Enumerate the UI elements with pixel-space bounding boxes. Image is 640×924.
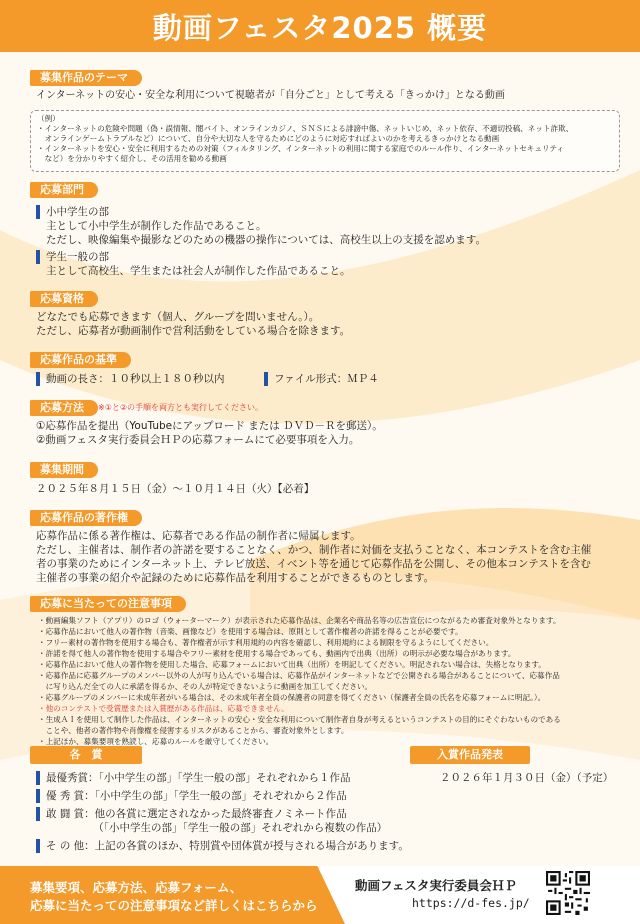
method-line: ②動画フェスタ実行委員会ＨＰの応募フォームにて必要事項を入力。	[36, 434, 360, 446]
section-label-announcement: 入賞作品発表	[410, 746, 530, 764]
section-label-theme: 募集作品のテーマ	[30, 70, 142, 86]
award-item: 最優秀賞：「小中学生の部」「学生一般の部」それぞれから１作品	[36, 771, 351, 785]
criteria-format: ファイル形式：ＭＰ４	[264, 372, 379, 386]
section-label-division: 応募部門	[30, 182, 98, 198]
section-label-criteria: 応募作品の基準	[30, 352, 131, 368]
footer-line: 募集要項、応募方法、応募フォーム、	[30, 880, 243, 895]
note-line: ・他のコンテストで受賞歴または入賞歴がある作品は、応募できません。	[38, 704, 289, 713]
copyright-line: ただし、主催者は、制作者の許諾を要することなく、かつ、制作者に対価を支払うことなく、本コンテストを含む主催	[36, 544, 592, 556]
section-label-notes: 応募に当たっての注意事項	[30, 596, 186, 612]
eligibility-line: どなたでも応募できます（個人、グループを問いません。）。	[36, 311, 320, 323]
note-line: ・動画編集ソフト（アプリ）のロゴ（ウォーターマーク）が表示された応募作品は、企業名や商品名等の広告宣伝につながるため審査対象外となります。	[38, 616, 561, 625]
qr-code-icon[interactable]	[546, 871, 590, 915]
copyright-line: 主催者の事業の紹介や記録のために応募作品を利用することができるものとします。	[36, 572, 435, 584]
note-line: ・応募グループのメンバーに未成年者がいる場合は、その未成年者全員の保護者の同意を得てください（保護者全員の氏名を応募フォームに明記。）。	[38, 693, 546, 702]
site-url-link[interactable]: https://d-fes.jp/	[412, 896, 530, 910]
award-item: 敢 闘 賞：他の各賞に選定されなかった最終審査ノミネート作品	[36, 807, 347, 821]
note-line: ことや、他者の著作物や肖像権を侵害するリスクがあることから、審査対象外とします。	[38, 726, 349, 735]
example-line: オンラインゲームトラブルなど）について、自分や大切な人を守るためにどのように対応すればよいのかを考えるきっかけとなる動画	[37, 134, 500, 143]
note-line: ・応募作品において他人の著作物を使用した場合、応募フォームにおいて出典（出所）を明記してください。明記されない場合は、失格となります。	[38, 660, 546, 669]
division-junior-title: 小中学生の部	[36, 205, 109, 219]
section-label-method: 応募方法	[30, 400, 98, 416]
eligibility-line: ただし、応募者が動画制作で営利活動をしている場合を除きます。	[36, 325, 351, 337]
example-line: ・インターネットを安心・安全に利用するための対策（フィルタリング、インターネットの利用に関する家庭でのルール作り、インターネットセキュリティ	[37, 144, 564, 153]
org-name: 動画フェスタ実行委員会ＨＰ	[355, 878, 517, 893]
note-line: ・生成ＡＩを使用して制作した作品は、インターネットの安心・安全な利用について制作者自身が考えるというコンテストの目的にそぐわないものである	[38, 715, 561, 724]
footer-line: 応募に当たっての注意事項など詳しくはこちらから	[30, 898, 318, 913]
note-line: ・フリー素材の著作物を使用する場合も、著作権者が示す利用規約の内容を確認し、利用規約による制限を守るようにしてください。	[38, 638, 494, 647]
theme-text: インターネットの安心・安全な利用について視聴者が「自分ごと」として考える「きっかけ」となる動画	[36, 90, 505, 101]
method-line: ①応募作品を提出（YouTubeにアップロード または ＤＶＤ－Ｒを郵送）。	[36, 420, 383, 432]
note-line: に写り込んだ全ての人に承諾を得るか、その人が特定できないように動画を加工してください。	[38, 682, 373, 691]
page-title: 動画フェスタ2025 概要	[152, 10, 488, 45]
award-item: そ の 他：上記の各賞のほか、特別賞や団体賞が授与される場合があります。	[36, 839, 409, 853]
award-item: 優 秀 賞：「小中学生の部」「学生一般の部」それぞれから２作品	[36, 789, 347, 803]
header-banner	[0, 0, 640, 52]
division-general-title: 学生一般の部	[36, 250, 109, 264]
method-note: ※①と②の手順を両方とも実行してください。	[98, 403, 264, 412]
copyright-line: 者の事業のためにインターネット上、テレビ放送、イベント等を通じて応募作品を公開し、その他本コンテストを含む	[36, 558, 591, 570]
footer	[0, 866, 640, 924]
section-label-eligibility: 応募資格	[30, 291, 98, 307]
example-line: ・インターネットの危険や問題（偽・誤情報、闇バイト、オンラインカジノ、ＳＮＳによる誹謗中傷、ネットいじめ、ネット依存、不適切投稿、ネット詐欺、	[37, 124, 574, 133]
note-line: ・応募作品において他人の著作物（音楽、画像など）を使用する場合は、原則として著作権者の許諾を得ることが必要です。	[38, 627, 463, 636]
copyright-line: 応募作品に係る著作権は、応募者である作品の制作者に帰属します。	[36, 530, 361, 542]
example-box	[30, 110, 620, 172]
announcement-date: ２０２６年１月３０日（金）（予定）	[440, 772, 614, 784]
division-junior-line: ただし、映像編集や撮影などのための機器の操作については、高校生以上の支援を認めます。	[46, 234, 486, 246]
note-line: ・許諾を得て他人の著作物を使用する場合やフリー素材を使用する場合であっても、動画内で出典（出所）の明示が必要な場合があります。	[38, 649, 516, 658]
note-line: ・応募作品に応募グループのメンバー以外の人が写り込んでいる場合は、応募作品がインターネットなどで公開される場合があることについて、応募作品	[38, 671, 560, 680]
criteria-length: 動画の長さ：１０秒以上１８０秒以内	[36, 372, 225, 386]
division-junior-line: 主として小中学生が制作した作品であること。	[46, 220, 267, 232]
section-label-period: 募集期間	[30, 462, 98, 478]
section-label-copyright: 応募作品の著作権	[30, 510, 142, 526]
section-label-awards: 各 賞	[30, 746, 142, 764]
example-line: など）を分かりやすく紹介し、その活用を勧める動画	[37, 154, 227, 163]
division-general-line: 主として高校生、学生または社会人が制作した作品であること。	[46, 265, 351, 277]
award-item-sub: （「小中学生の部」「学生一般の部」それぞれから複数の作品）	[46, 822, 388, 834]
note-line: ・上記ほか、募集要項を熟読し、応募のルールを厳守してください。	[38, 737, 274, 746]
example-title: （例）	[37, 114, 60, 123]
period-text: ２０２５年８月１５日（金）～１０月１４日（火）【必着】	[36, 483, 315, 495]
